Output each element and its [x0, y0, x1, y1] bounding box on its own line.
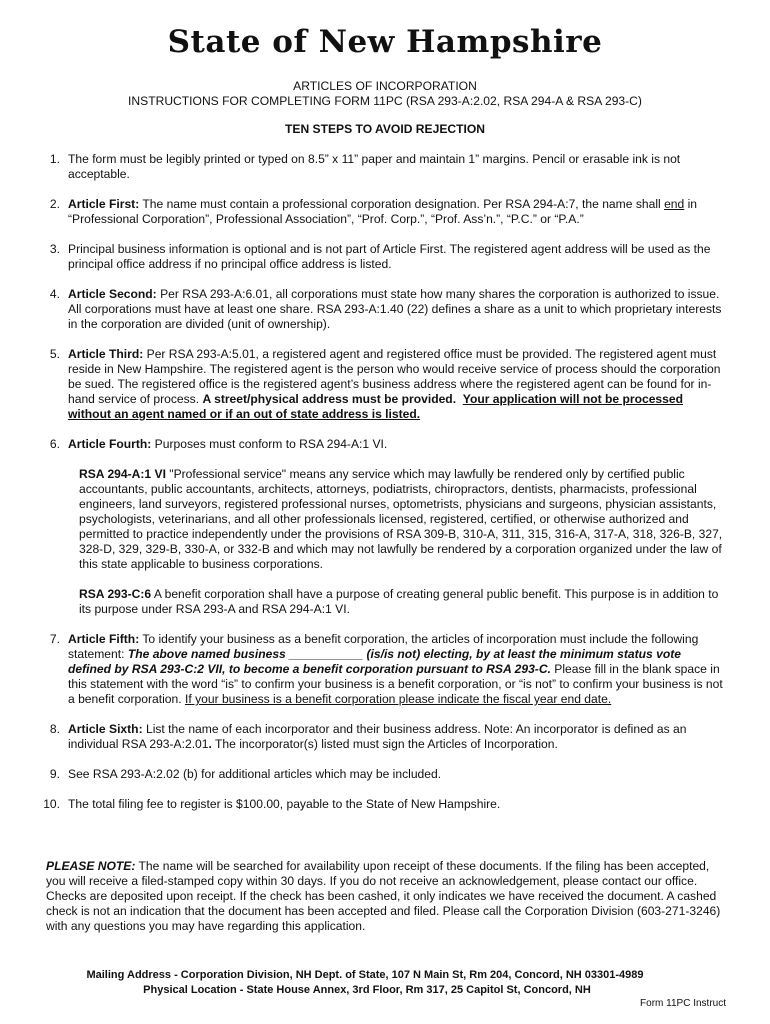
physical-location: Physical Location - State House Annex, 3rd Floor, Rm 317, 25 Capitol St, Concord, NH [143, 984, 591, 996]
step-label: Article Fourth: [68, 437, 152, 451]
step-1 [0, 152, 770, 182]
step-underlined-text: end [664, 197, 685, 211]
benefit-statement: The above named business ___________ (is/is not) electing, by at least the minimum status vote defined by RSA 293-C:2 VII, to become a benefit corporation pursuant to RSA 293-C. [68, 647, 681, 676]
step-number: 1. [49, 152, 60, 166]
step-6 [0, 437, 770, 617]
step-bold-period: . [208, 737, 212, 751]
step-number: 3. [49, 242, 60, 256]
step-number: 4. [49, 287, 60, 301]
section-heading: TEN STEPS TO AVOID REJECTION [284, 122, 486, 136]
step-8 [0, 722, 770, 752]
step-2 [0, 197, 770, 227]
step-number: 9. [49, 767, 60, 781]
step-number: 6. [49, 437, 60, 451]
step-10 [0, 797, 770, 812]
step-7 [0, 632, 770, 707]
rsa-294-a-quote [68, 467, 726, 572]
please-note [46, 859, 726, 934]
step-underlined-text: If your business is a benefit corporation please indicate the fiscal year end date. [184, 692, 612, 706]
state-title: State of New Hampshire [167, 24, 603, 60]
step-label: Article Sixth: [68, 722, 143, 736]
mailing-address: Mailing Address - Corporation Division, NH Dept. of State, 107 N Main St, Rm 204, Concord, NH 03301-4989 [86, 969, 644, 981]
step-text: Per RSA 293-A:6.01, all corporations must state how many shares the corporation is authorized to issue. All corporations must have at least one share. RSA 293-A:1.40 (22) defines a share as a unit to which proprietary interests in the corporation are divided (unit of ownership). [68, 287, 722, 331]
rsa-text: "Professional service" means any service which may lawfully be rendered only by certified public accountants, public accountants, architects, attorneys, podiatrists, chiropractors, dentists, pharmacists, professional engineers, land surveyors, registered professional nurses, optometrists, physicians and surgeons, physician assistants, psychologists, veterinarians, and all other professionals licensed, registered, certified, or otherwise authorized and permitted to practice independently under the provisions of RSA 309-B, 310-A, 311, 315, 316-A, 317-A, 318, 326-B, 327, 328-D, 329, 329-B, 330-A, or 332-B and which may not lawfully be rendered by a corporation organized under the law of this state applicable to business corporations. [79, 467, 723, 571]
step-text: Purposes must conform to RSA 294-A:1 VI. [151, 437, 388, 451]
step-text: See RSA 293-A:2.02 (b) for additional articles which may be included. [68, 767, 442, 781]
step-text: Per RSA 293-A:5.01, a registered agent and registered office must be provided. The registered agent must reside in New Hampshire. The registered agent is the person who would receive service of process should the corporation be sued. The registered office is the registered agent’s business address where the registered agent can be found for in-hand service of process. [68, 347, 721, 406]
rsa-293-c-quote [68, 587, 726, 617]
form-identifier: Form 11PC Instruct [640, 998, 726, 1009]
rsa-label: RSA 294-A:1 VI [79, 467, 166, 481]
rsa-text: A benefit corporation shall have a purpose of creating general public benefit. This purpose is in addition to its purpose under RSA 293-A and RSA 294-A:1 VI. [79, 587, 719, 616]
step-number: 10. [43, 797, 60, 811]
step-number: 2. [49, 197, 60, 211]
step-warning-text: Your application will not be processed without an agent named or if an out of state address is listed. [68, 392, 683, 421]
step-label: Article Fifth: [68, 632, 140, 646]
step-4 [0, 287, 770, 332]
rsa-label: RSA 293-C:6 [79, 587, 152, 601]
step-text-continued: in “Professional Corporation”, Professional Association”, “Prof. Corp.”, “Prof. Ass’n.”, “P.C.” or “P.A.” [68, 197, 698, 226]
step-text: List the name of each incorporator and their business address. Note: An incorporator is defined as an individual RSA 293-A:2.01 [68, 722, 687, 751]
note-text: The name will be searched for availability upon receipt of these documents. If the filing has been accepted, you will receive a filed-stamped copy within 30 days. If you do not receive an acknowledgement, please contact our office. Checks are deposited upon receipt. If the check has been cashed, it only indicates we have received the document. A cashed check is not an indication that the document has been accepted and filed. Please call the Corporation Division (603-271-3246) with any questions you may have regarding this application. [46, 859, 721, 933]
step-text: The name must contain a professional corporation designation. Per RSA 294-A:7, the name shall [139, 197, 665, 211]
step-text-continued: Please fill in the blank space in this statement with the word “is” to confirm your business is a benefit corporation, or “is not” to confirm your business is not a benefit corporation. [68, 662, 723, 706]
step-bold-text: A street/physical address must be provided. [202, 392, 457, 406]
step-text: To identify your business as a benefit corporation, the articles of incorporation must include the following statement: [68, 632, 699, 661]
step-number: 7. [49, 632, 60, 646]
step-text: The total filing fee to register is $100.00, payable to the State of New Hampshire. [68, 797, 501, 811]
step-text: The form must be legibly printed or typed on 8.5” x 11” paper and maintain 1” margins. Pencil or erasable ink is not acceptable. [68, 152, 681, 181]
step-3 [0, 242, 770, 272]
step-text-continued: The incorporator(s) listed must sign the Articles of Incorporation. [211, 737, 558, 751]
step-label: Article First: [68, 197, 140, 211]
doc-title: ARTICLES OF INCORPORATION [293, 79, 477, 93]
step-label: Article Second: [68, 287, 157, 301]
step-9 [0, 767, 770, 782]
step-text: Principal business information is optional and is not part of Article First. The registered agent address will be used as the principal office address if no principal office address is listed. [68, 242, 711, 271]
footer-addresses [0, 968, 770, 998]
step-5 [0, 347, 770, 422]
step-number: 5. [49, 347, 60, 361]
note-label: PLEASE NOTE: [46, 859, 136, 873]
step-label: Article Third: [68, 347, 144, 361]
doc-subtitle: INSTRUCTIONS FOR COMPLETING FORM 11PC (RSA 293-A:2.02, RSA 294-A & RSA 293-C) [128, 94, 642, 108]
steps-list [0, 152, 770, 827]
step-number: 8. [49, 722, 60, 736]
